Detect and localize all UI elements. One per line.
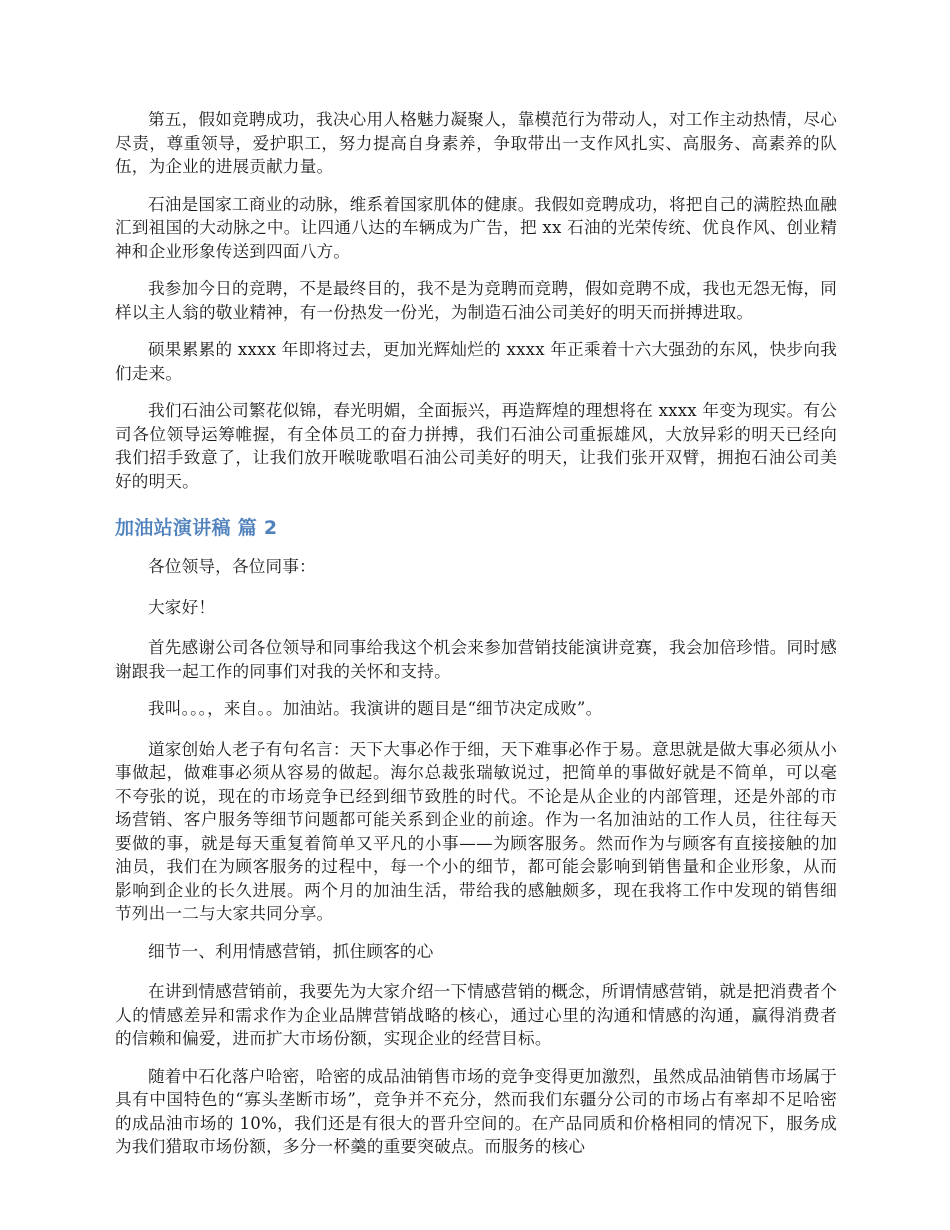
- paragraph: 石油是国家工商业的动脉，维系着国家肌体的健康。我假如竞聘成功，将把自己的满腔热血融汇到祖国的大动脉之中。让四通八达的车辆成为广告，把 xx 石油的光荣传统、优良作风、创业精神和企业形象传送到四面八方。: [115, 194, 837, 261]
- section-heading: 加油站演讲稿 篇 2: [115, 517, 278, 539]
- paragraph: 我们石油公司繁花似锦，春光明媚，全面振兴，再造辉煌的理想将在 xxxx 年变为现实。有公司各位领导运筹帷握，有全体员工的奋力拼搏，我们石油公司重振雄风，大放异彩的明天已经向我们招手致意了，让我们放开喉咙歌唱石油公司美好的明天，让我们张开双臂，拥抱石油公司美好的明天。: [115, 401, 837, 491]
- paragraph: 在讲到情感营销前，我要先为大家介绍一下情感营销的概念，所谓情感营销，就是把消费者个人的情感差异和需求作为企业品牌营销战略的核心，通过心里的沟通和情感的沟通，赢得消费者的信赖和偏爱，进而扩大市场份额，实现企业的经营目标。: [115, 982, 837, 1048]
- paragraph: 道家创始人老子有句名言：天下大事必作于细，天下难事必作于易。意思就是做大事必须从小事做起，做难事必须从容易的做起。海尔总裁张瑞敏说过，把简单的事做好就是不简单，可以毫不夸张的说，现在的市场竞争已经到细节致胜的时代。不论是从企业的内部管理，还是外部的市场营销、客户服务等细节问题都可能关系到企业的前途。作为一名加油站的工作人员，往往每天要做的事，就是每天重复着简单又平凡的小事——为顾客服务。然而作为与顾客有直接接触的加油员，我们在为顾客服务的过程中，每一个小的细节，都可能会影响到销售量和企业形象，从而影响到企业的长久进展。两个月的加油生活，带给我的感触颇多，现在我将工作中发现的销售细节列出一二与大家共同分享。: [115, 739, 837, 923]
- subheading-paragraph: 细节一、利用情感营销，抓住顾客的心: [148, 941, 434, 961]
- greeting: 大家好！: [148, 597, 216, 617]
- paragraph: 硕果累累的 xxxx 年即将过去，更加光辉灿烂的 xxxx 年正乘着十六大强劲的东风，快步向我们走来。: [115, 340, 837, 383]
- paragraph: 我叫。。。，来自。。加油站。我演讲的题目是“细节决定成败”。: [148, 699, 603, 718]
- paragraph: 我参加今日的竞聘，不是最终目的，我不是为竞聘而竞聘，假如竞聘不成，我也无怨无悔，同样以主人翁的敬业精神，有一份热发一份光，为制造石油公司美好的明天而拼搏进取。: [115, 279, 837, 322]
- document-page: [115, 108, 837, 1173]
- paragraph: 随着中石化落户哈密，哈密的成品油销售市场的竞争变得更加激烈，虽然成品油销售市场属于具有中国特色的“寡头垄断市场”，竞争并不充分，然而我们东疆分公司的市场占有率却不足哈密的成品油市场的 10%，我们还是有很大的晋升空间的。在产品同质和价格相同的情况下，服务成为我们猎取市场份额，多分一杯羹的重要突破点。而服务的核心: [115, 1066, 837, 1156]
- paragraph: 第五，假如竞聘成功，我决心用人格魅力凝聚人，靠模范行为带动人，对工作主动热情，尽心尽责，尊重领导，爱护职工，努力提高自身素养，争取带出一支作风扎实、高服务、高素养的队伍，为企业的进展贡献力量。: [115, 110, 837, 176]
- salutation: 各位领导，各位同事：: [148, 557, 316, 576]
- paragraph: 首先感谢公司各位领导和同事给我这个机会来参加营销技能演讲竞赛，我会加倍珍惜。同时感谢跟我一起工作的同事们对我的关怀和支持。: [115, 638, 837, 681]
